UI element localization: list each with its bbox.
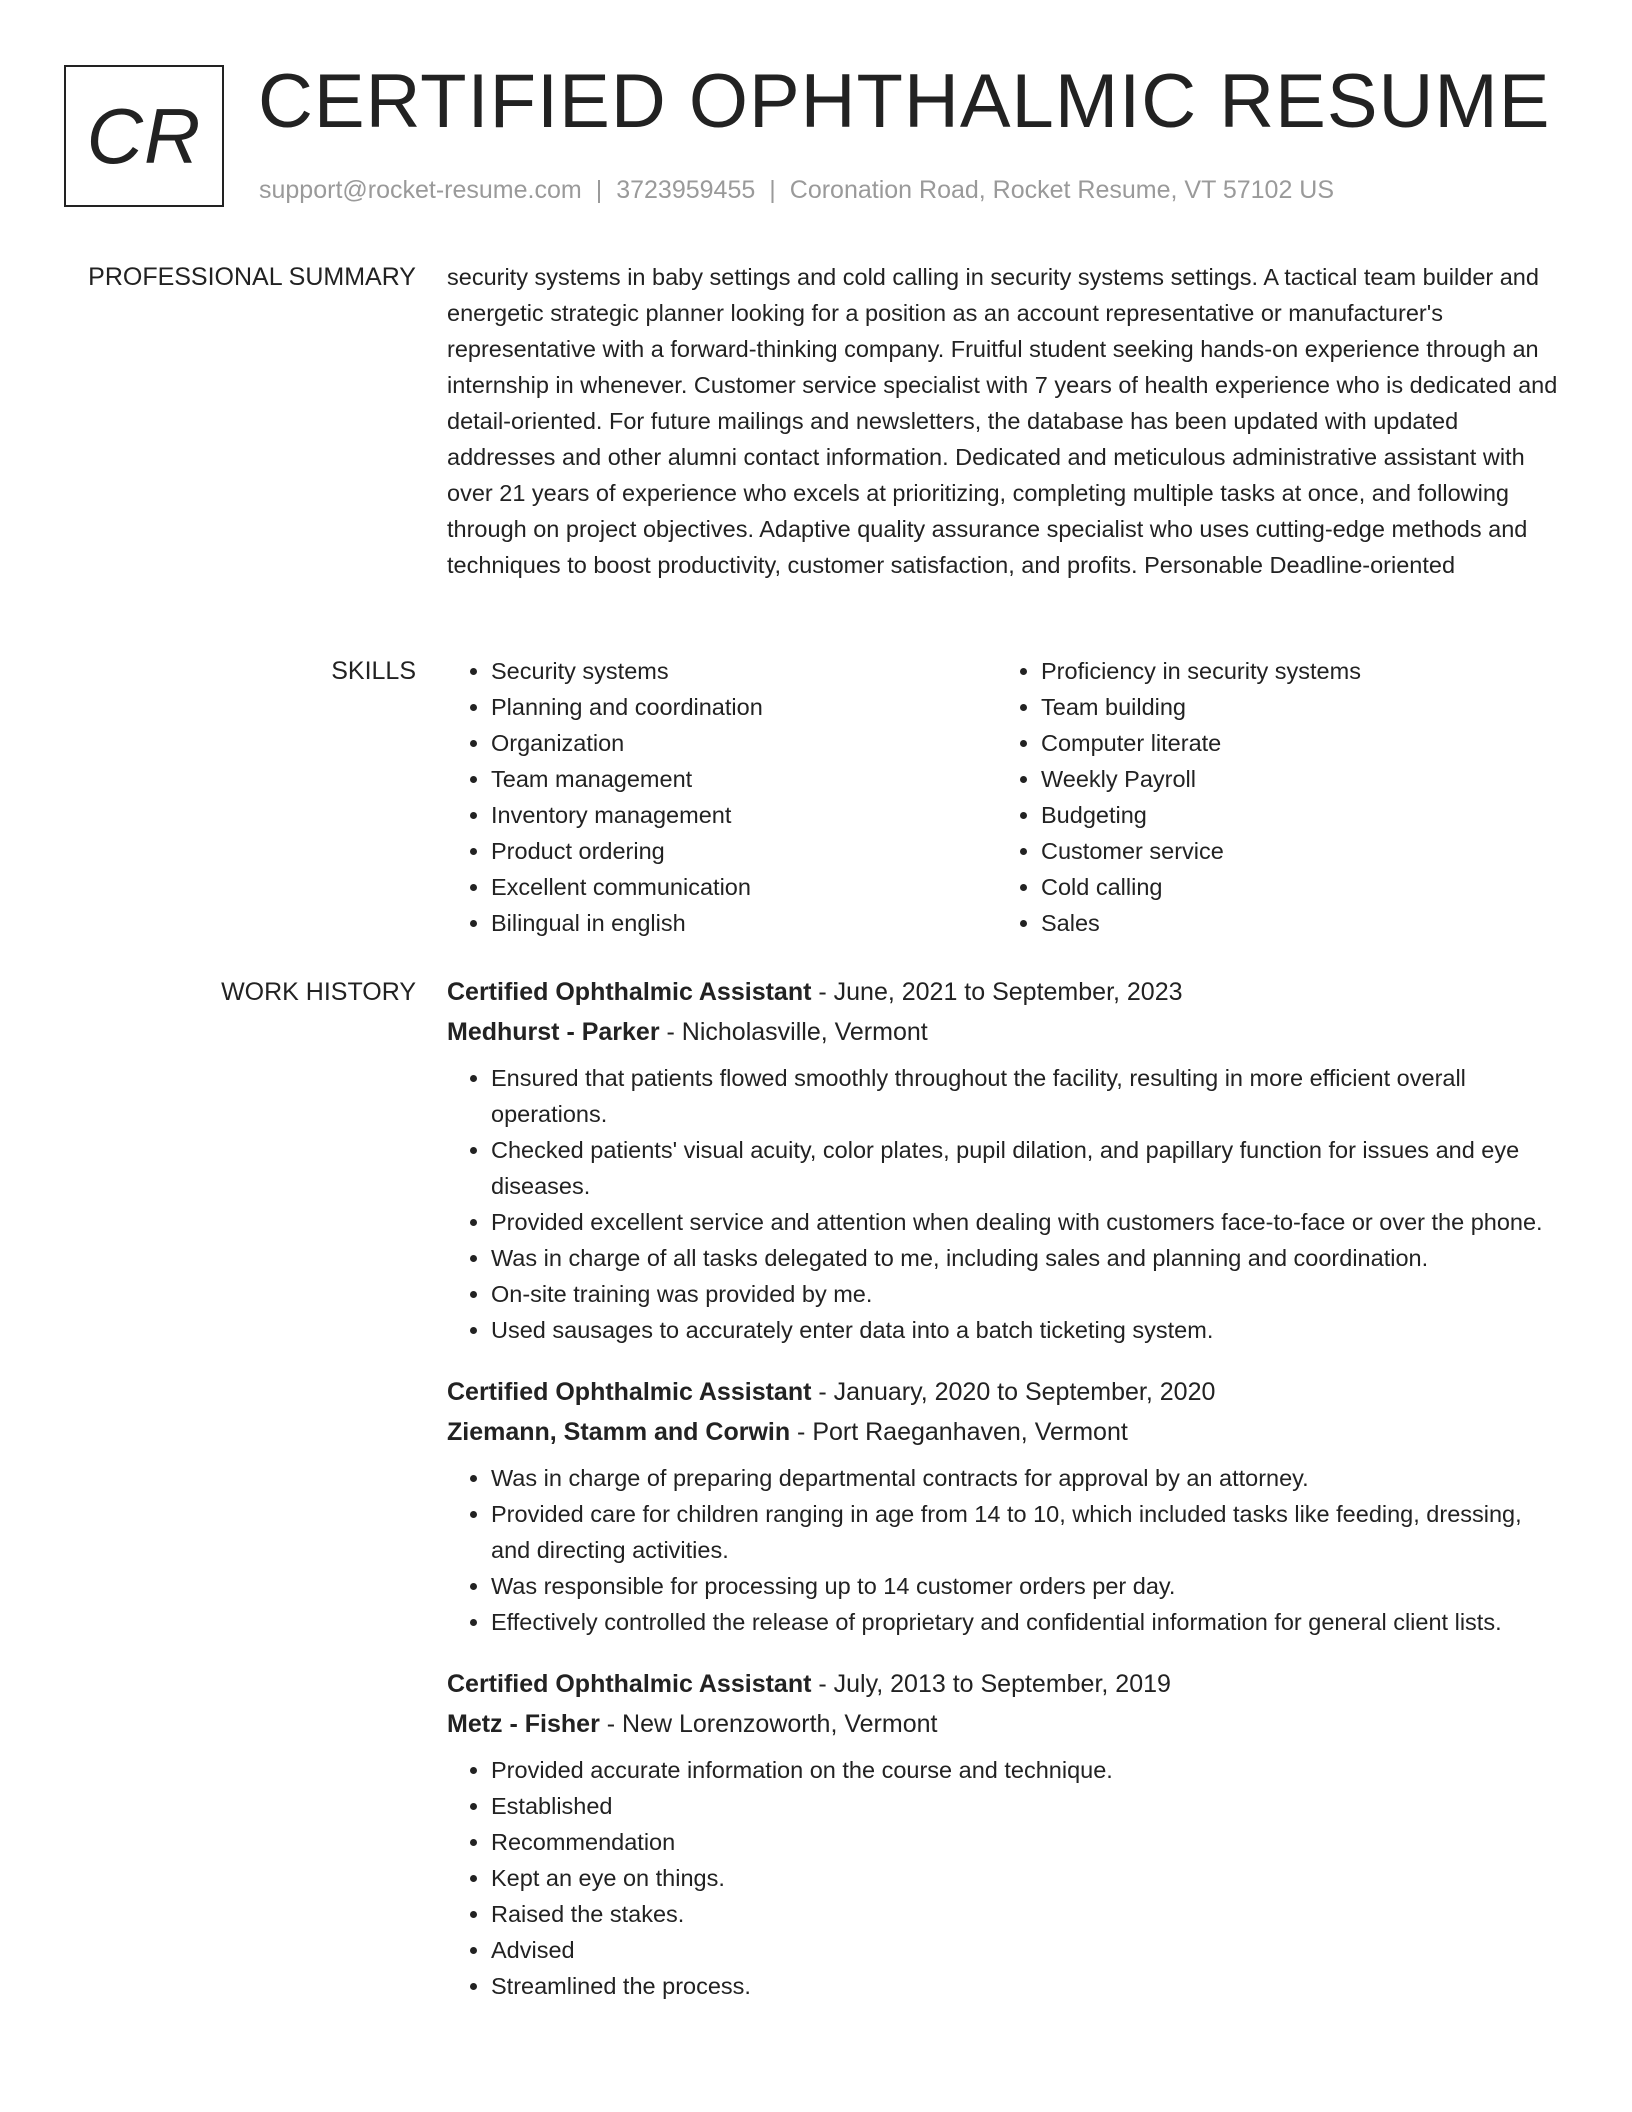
skill-item: • Cold calling [1041, 869, 1547, 905]
job-company: Metz - Fisher [447, 1710, 600, 1738]
contact-separator: | [595, 176, 603, 204]
job-title-line [447, 1372, 1562, 1412]
skills-list-left [447, 653, 997, 941]
contact-line [259, 174, 1334, 206]
skills-list-right [997, 653, 1547, 941]
skill-item: • Organization [491, 725, 997, 761]
job-entry [447, 1664, 1562, 2004]
work-history-section [447, 972, 1562, 2028]
job-company-line [447, 1012, 1562, 1052]
contact-email[interactable]: support@rocket-resume.com [259, 176, 582, 204]
job-title-line [447, 972, 1562, 1012]
job-dates: - January, 2020 to September, 2020 [811, 1378, 1216, 1406]
job-company: Ziemann, Stamm and Corwin [447, 1418, 791, 1446]
job-bullet: • Was in charge of preparing departmental contracts for approval by an attorney. [491, 1460, 1562, 1496]
job-bullets [447, 1752, 1562, 2004]
job-entry [447, 972, 1562, 1348]
job-company-line [447, 1704, 1562, 1744]
job-title: Certified Ophthalmic Assistant [447, 1670, 812, 1698]
contact-separator: | [769, 176, 776, 204]
summary-section [447, 259, 1562, 583]
job-title-line [447, 1664, 1562, 1704]
contact-address: Coronation Road, Rocket Resume, VT 57102 US [789, 176, 1335, 204]
job-bullet: • Advised [491, 1932, 1562, 1968]
job-bullets [447, 1060, 1562, 1348]
monogram-initials: CR [86, 91, 202, 180]
skill-item: • Team building [1041, 689, 1547, 725]
skill-item: • Team management [491, 761, 997, 797]
skill-item: • Product ordering [491, 833, 997, 869]
skill-item: • Proficiency in security systems [1041, 653, 1547, 689]
job-bullet: • Streamlined the process. [491, 1968, 1562, 2004]
job-bullet: • On-site training was provided by me. [491, 1276, 1562, 1312]
job-bullet: • Provided accurate information on the course and technique. [491, 1752, 1562, 1788]
job-bullet: • Was responsible for processing up to 14 customer orders per day. [491, 1568, 1562, 1604]
job-dates: - June, 2021 to September, 2023 [811, 978, 1183, 1006]
job-title: Certified Ophthalmic Assistant [447, 1378, 812, 1406]
skill-item: • Budgeting [1041, 797, 1547, 833]
skills-section [447, 653, 1562, 941]
skill-item: • Security systems [491, 653, 997, 689]
job-location: - Port Raeganhaven, Vermont [790, 1418, 1128, 1446]
job-title: Certified Ophthalmic Assistant [447, 978, 812, 1006]
job-bullet: • Provided excellent service and attention when dealing with customers face-to-face or over the phone. [491, 1204, 1562, 1240]
job-company: Medhurst - Parker [447, 1018, 660, 1046]
skill-item: • Bilingual in english [491, 905, 997, 941]
job-bullets [447, 1460, 1562, 1640]
skill-item: • Customer service [1041, 833, 1547, 869]
job-bullet: • Effectively controlled the release of proprietary and confidential information for general client lists. [491, 1604, 1562, 1640]
skill-item: • Weekly Payroll [1041, 761, 1547, 797]
job-bullet: • Checked patients' visual acuity, color plates, pupil dilation, and papillary function for issues and eye diseases. [491, 1132, 1562, 1204]
job-bullet: • Kept an eye on things. [491, 1860, 1562, 1896]
job-bullet: • Ensured that patients flowed smoothly throughout the facility, resulting in more efficient overall operations. [491, 1060, 1562, 1132]
job-entry [447, 1372, 1562, 1640]
skills-grid [447, 653, 1562, 941]
job-bullet: • Provided care for children ranging in age from 14 to 10, which included tasks like feeding, dressing, and directing activities. [491, 1496, 1562, 1568]
job-bullet: • Raised the stakes. [491, 1896, 1562, 1932]
skill-item: • Planning and coordination [491, 689, 997, 725]
skill-item: • Excellent communication [491, 869, 997, 905]
resume-title: CERTIFIED OPHTHALMIC RESUME [258, 59, 1551, 144]
skills-heading: SKILLS [331, 657, 416, 685]
skill-item: • Sales [1041, 905, 1547, 941]
contact-phone[interactable]: 3723959455 [616, 176, 756, 204]
job-company-line [447, 1412, 1562, 1452]
work-history-heading: WORK HISTORY [221, 978, 416, 1006]
job-bullet: • Was in charge of all tasks delegated to me, including sales and planning and coordination. [491, 1240, 1562, 1276]
job-bullet: • Established [491, 1788, 1562, 1824]
summary-text: security systems in baby settings and cold calling in security systems settings. A tactical team builder and energetic strategic planner looking for a position as an account representative or manufacturer's representative with a forward-thinking company. Fruitful student seeking hands-on experience through an internship in whenever. Customer service specialist with 7 years of health experience who is dedicated and detail-oriented. For future mailings and newsletters, the database has been updated with updated addresses and other alumni contact information. Dedicated and meticulous administrative assistant with over 21 years of experience who excels at prioritizing, completing multiple tasks at once, and following through on project objectives. Adaptive quality assurance specialist who uses cutting-edge methods and techniques to boost productivity, customer satisfaction, and profits. Personable Deadline-oriented [447, 264, 1558, 578]
job-bullet: • Recommendation [491, 1824, 1562, 1860]
skill-item: • Computer literate [1041, 725, 1547, 761]
job-bullet: • Used sausages to accurately enter data into a batch ticketing system. [491, 1312, 1562, 1348]
skill-item: • Inventory management [491, 797, 997, 833]
monogram-box [64, 65, 224, 207]
job-location: - Nicholasville, Vermont [659, 1018, 928, 1046]
job-dates: - July, 2013 to September, 2019 [811, 1670, 1171, 1698]
summary-heading: PROFESSIONAL SUMMARY [88, 263, 416, 291]
job-location: - New Lorenzoworth, Vermont [599, 1710, 938, 1738]
